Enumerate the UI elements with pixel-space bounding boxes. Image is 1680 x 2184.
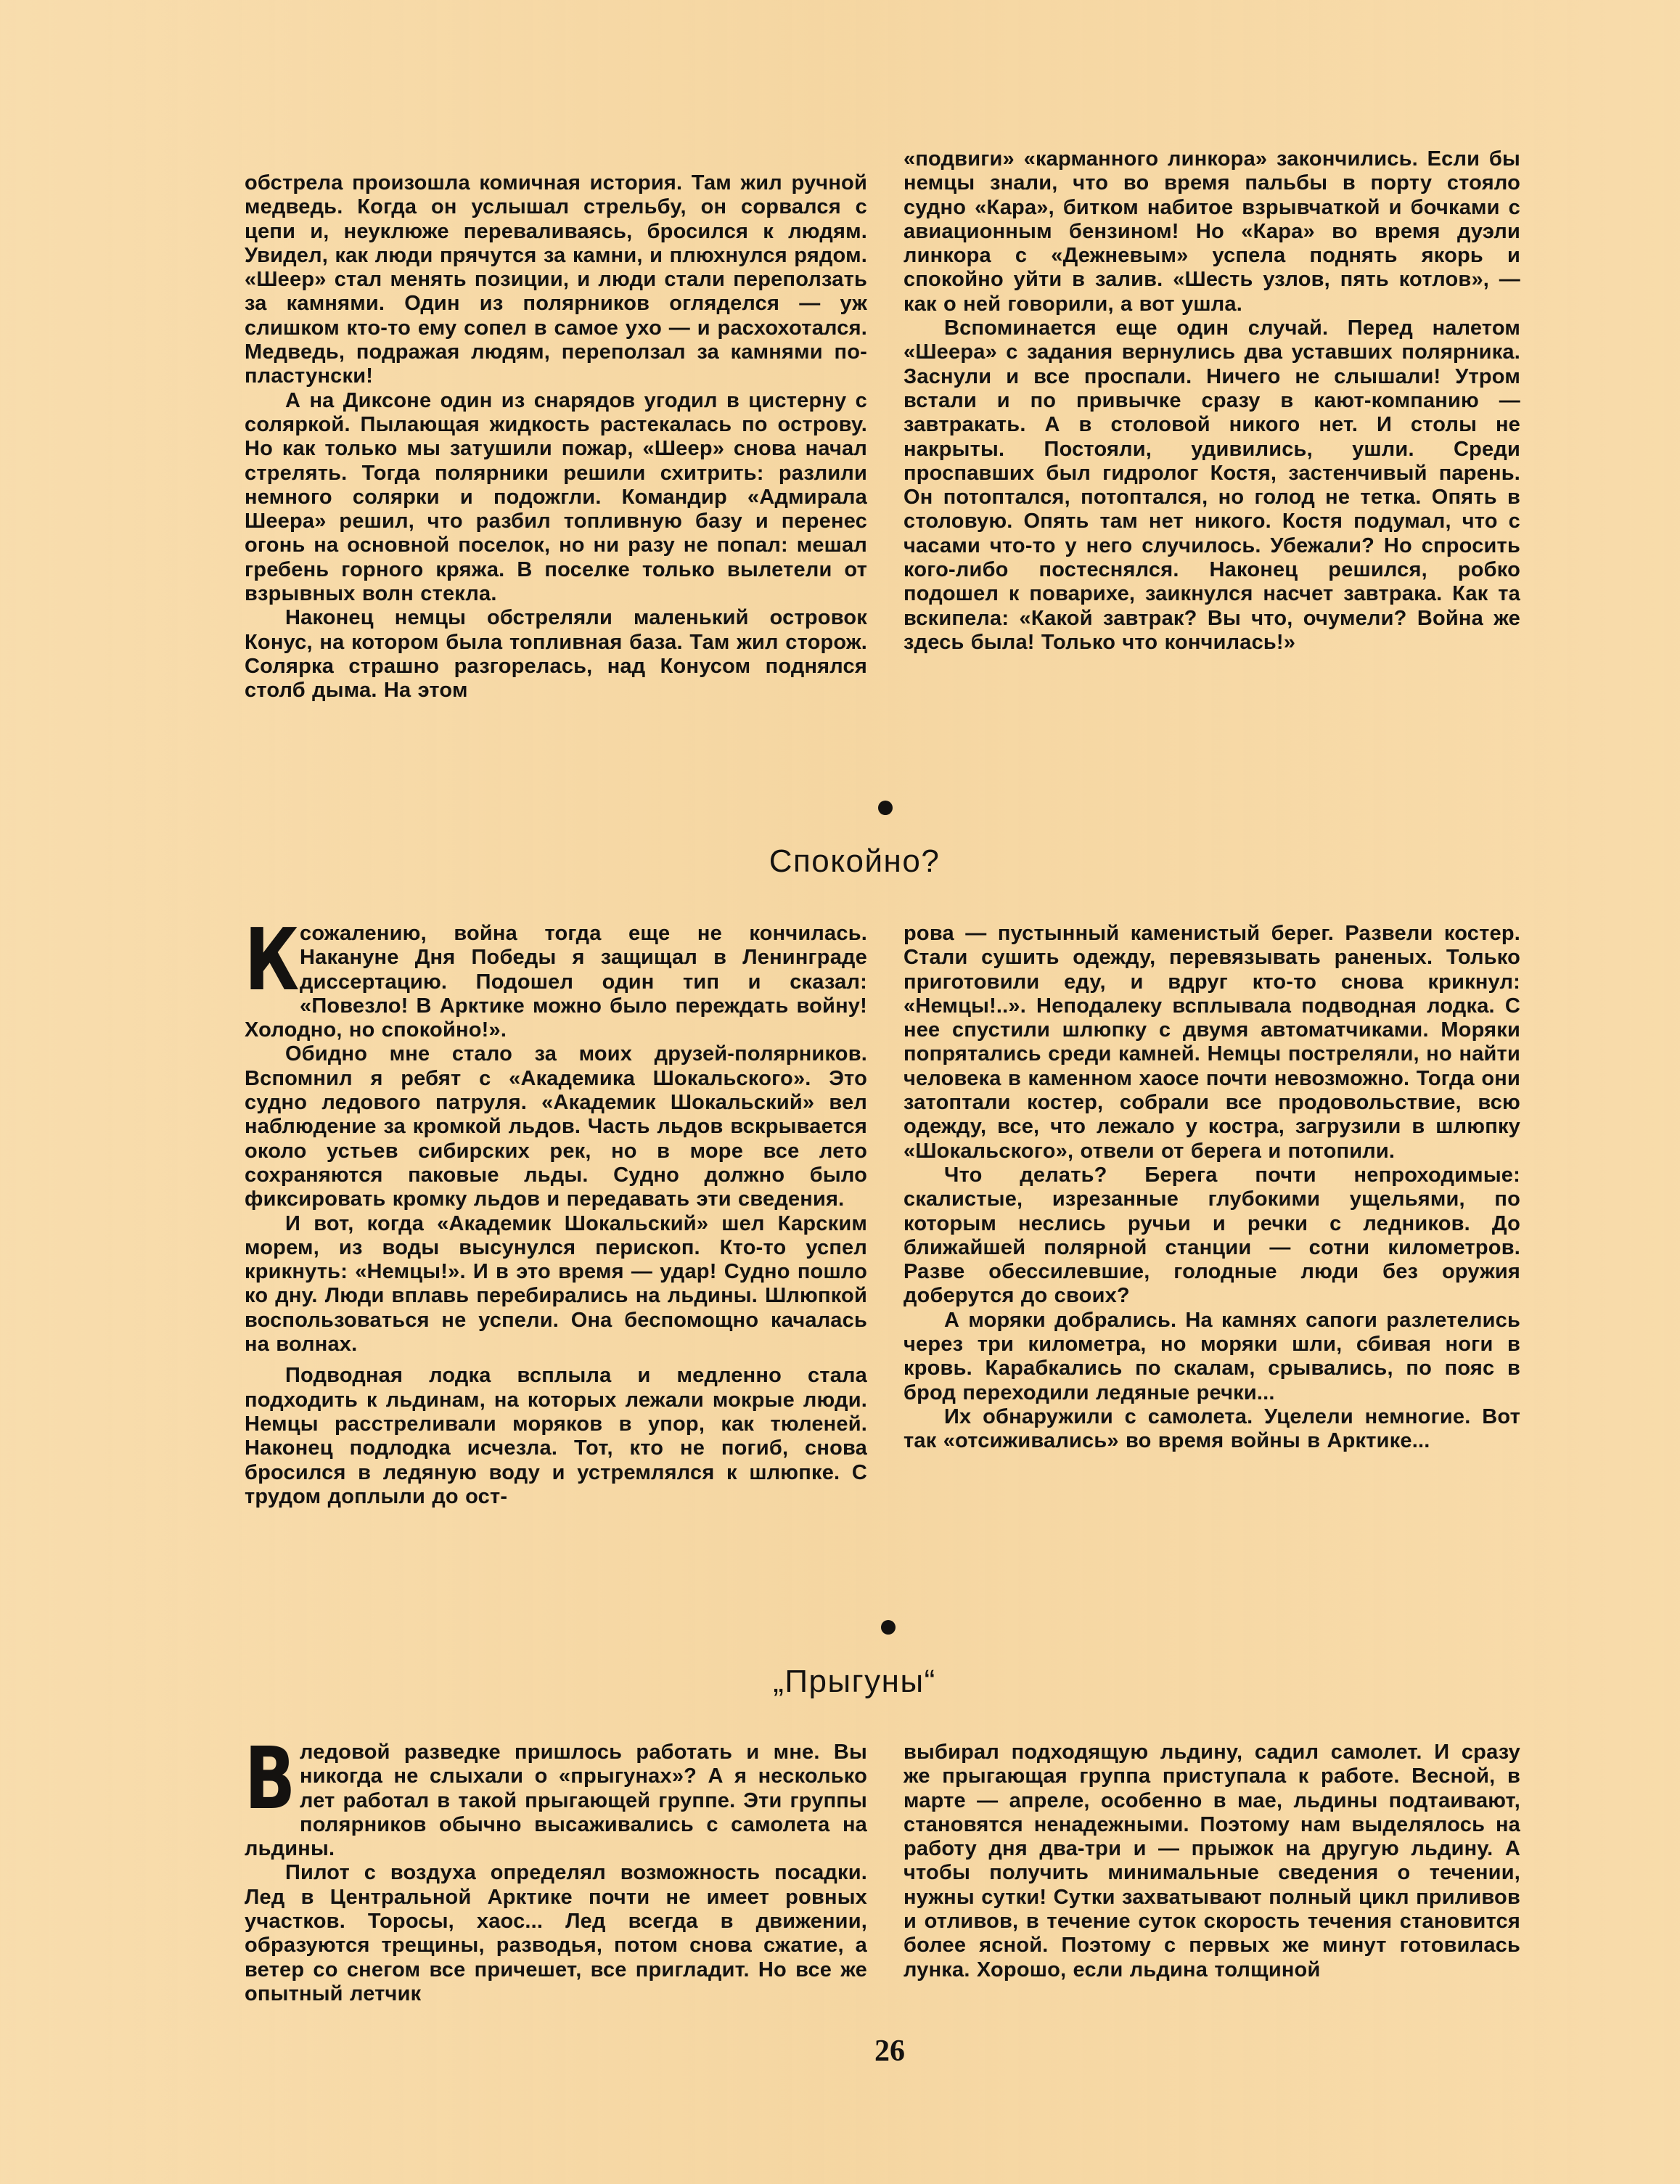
paragraph: Их обнаружили с самолета. Уцелели немногие. Вот так «отсиживались» во время войны в Арктике... <box>903 1404 1520 1453</box>
paragraph: А на Диксоне один из снарядов угодил в цистерну с соляркой. Пылающая жидкость растекалась по острову. Но как только мы затушили пожар, «Шеер» снова начал стрелять. Тогда полярники решили схитрить: разлили немного солярки и подожгли. Командир «Адмирала Шеера» решил, что разбил топливную базу и перенес огонь на основной поселок, но ни разу не попал: мешал гребень горного кряжа. В поселке только вылетели от взрывных волн стекла. <box>245 388 867 606</box>
paragraph: Что делать? Берега почти непроходимые: скалистые, изрезанные глубокими ущельями, по которым неслись ручьи и речки с ледников. До ближайшей полярной станции — сотни километров. Разве обессилевшие, голодные люди без оружия доберутся до своих? <box>903 1163 1520 1308</box>
paragraph: выбирал подходящую льдину, садил самолет. И сразу же прыгающая группа приступала к работе. Весной, в марте — апреле, особенно в мае, льдины подтаивают, становятся ненадежными. Поэтому нам выделялось на работу дня два-три и — прыжок на другую льдину. А чтобы получить минимальные сведения о течении, нужны сутки! Сутки захватывают полный цикл приливов и отливов, в течение суток скорость течения становится более ясной. Поэтому с первых же минут готовилась лунка. Хорошо, если льдина толщиной <box>903 1741 1520 1981</box>
paragraph: «подвиги» «карманного линкора» закончились. Если бы немцы знали, что во время пальбы в порту стояло судно «Кара», битком набитое взрывчаткой и бочками с авиационным бензином! Но «Кара» во время дуэли линкора с «Дежневым» успела поднять якорь и спокойно уйти в залив. «Шесть узлов, пять котлов», — как о ней говорили, а вот ушла. <box>903 147 1520 316</box>
section-divider-bullet-icon <box>878 801 893 815</box>
paragraph: обстрела произошла комичная история. Там жил ручной медведь. Когда он услышал стрельбу, он сорвался с цепи и, неуклюже переваливаясь, бросился к людям. Увидел, как люди прячутся за камни, и плюхнулся рядом. «Шеер» стал менять позиции, и люди стали переползать за камнями. Один из полярников огляделся — уж слишком кто-то ему сопел в самое ухо — и расхохотался. Медведь, подражая людям, переползал за камнями по-пластунски! <box>245 171 867 388</box>
paragraph: Пилот с воздуха определял возможность посадки. Лед в Центральной Арктике почти не имеет ровных участков. Торосы, хаос... Лед всегда в движении, образуются трещины, разводья, потом снова сжатие, а ветер со снегом все причешет, все пригладит. Но все же опытный летчик <box>245 1861 867 2005</box>
section1-left-column <box>245 171 867 703</box>
section-divider-bullet-icon <box>881 1620 896 1635</box>
drop-cap: К <box>245 909 300 1010</box>
paragraph: Вспоминается еще один случай. Перед налетом «Шеера» с задания вернулись два уставших полярника. Заснули и все проспали. Ничего не слышали! Утром встали и по привычке сразу в кают-компанию — завтракать. А в столовой никого нет. И столы не накрыты. Постояли, удивились, ушли. Среди проспавших был гидролог Костя, застенчивый парень. Он потоптался, потоптался, но голод не тетка. Опять в столовую. Опять там нет никого. Костя подумал, что с часами что-то у него случилось. Убежали? Но спросить кого-либо постеснялся. Наконец решился, робко подошел к поварихе, заикнулся насчет завтрака. Как та вскипела: «Какой завтрак? Вы что, очумели? Война же здесь была! Только что кончилась!» <box>903 316 1520 654</box>
section-heading-spokoino: Спокойно? <box>769 843 941 879</box>
section3-left-column <box>245 1728 867 2006</box>
paragraph: Наконец немцы обстреляли маленький островок Конус, на котором была топливная база. Там жил сторож. Солярка страшно разгорелась, над Конусом поднялся столб дыма. На этом <box>245 606 867 703</box>
paragraph: А моряки добрались. На камнях сапоги разлетелись через три километра, но моряки шли, сбивая ноги в кровь. Карабкались по скалам, срывались, по пояс в брод переходили ледяные речки... <box>903 1308 1520 1404</box>
paragraph: рова — пустынный каменистый берег. Развели костер. Стали сушить одежду, перевязывать раненых. Только приготовили еду, и вдруг кто-то снова крикнул: «Немцы!..». Неподалеку всплывала подводная лодка. С нее спустили шлюпку с двумя автоматчиками. Моряки попрятались среди камней. Немцы постреляли, но найти человека в каменном хаосе почти невозможно. Тогда они затоптали костер, собрали все продовольствие, всю одежду, все, что лежало у костра, загрузили в шлюпку «Шокальского», отвели от берега и потопили. <box>903 922 1520 1163</box>
section2-right-column <box>903 922 1520 1454</box>
paragraph: Подводная лодка всплыла и медленно стала подходить к льдинам, на которых лежали мокрые люди. Немцы расстреливали моряков в упор, как тюленей. Наконец подлодка исчезла. Тот, кто не погиб, снова бросился в ледяную воду и устремлялся к шлюпке. С трудом доплыли до ост- <box>245 1364 867 1508</box>
section1-right-column <box>903 147 1520 655</box>
drop-cap: В <box>245 1728 296 1828</box>
paragraph-text: сожалению, война тогда еще не кончилась. Накануне Дня Победы я защищал в Ленинграде диссертацию. Подошел один тип и сказал: «Повезло! В Арктике можно было переждать войну! Холодно, но спокойно!». <box>245 922 867 1042</box>
paragraph-with-dropcap <box>245 909 867 1042</box>
page-number: 26 <box>874 2034 905 2068</box>
paragraph: Обидно мне стало за моих друзей-полярников. Вспомнил я ребят с «Академика Шокальского». Это судно ледового патруля. «Академик Шокальский» вел наблюдение за кромкой льдов. Часть льдов вскрывается около устьев сибирских рек, но в море все лето сохраняются паковые льды. Судно должно было фиксировать кромку льдов и передавать эти сведения. <box>245 1042 867 1211</box>
section-heading-prygun: „Прыгуны“ <box>773 1664 936 1699</box>
section2-left-column <box>245 909 867 1509</box>
paragraph-with-dropcap <box>245 1728 867 1861</box>
paragraph: И вот, когда «Академик Шокальский» шел Карским морем, из воды высунулся перископ. Кто-то успел крикнуть: «Немцы!». И в это время — удар! Судно пошло ко дну. Люди вплавь перебирались на льдины. Шлюпкой воспользоваться не успели. Она беспомощно качалась на волнах. <box>245 1211 867 1357</box>
paragraph-text: ледовой разведке пришлось работать и мне. Вы никогда не слыхали о «прыгунах»? А я несколько лет работал в такой прыгающей группе. Эти группы полярников обычно высаживались с самолета на льдины. <box>245 1741 867 1861</box>
section3-right-column <box>903 1741 1520 1982</box>
